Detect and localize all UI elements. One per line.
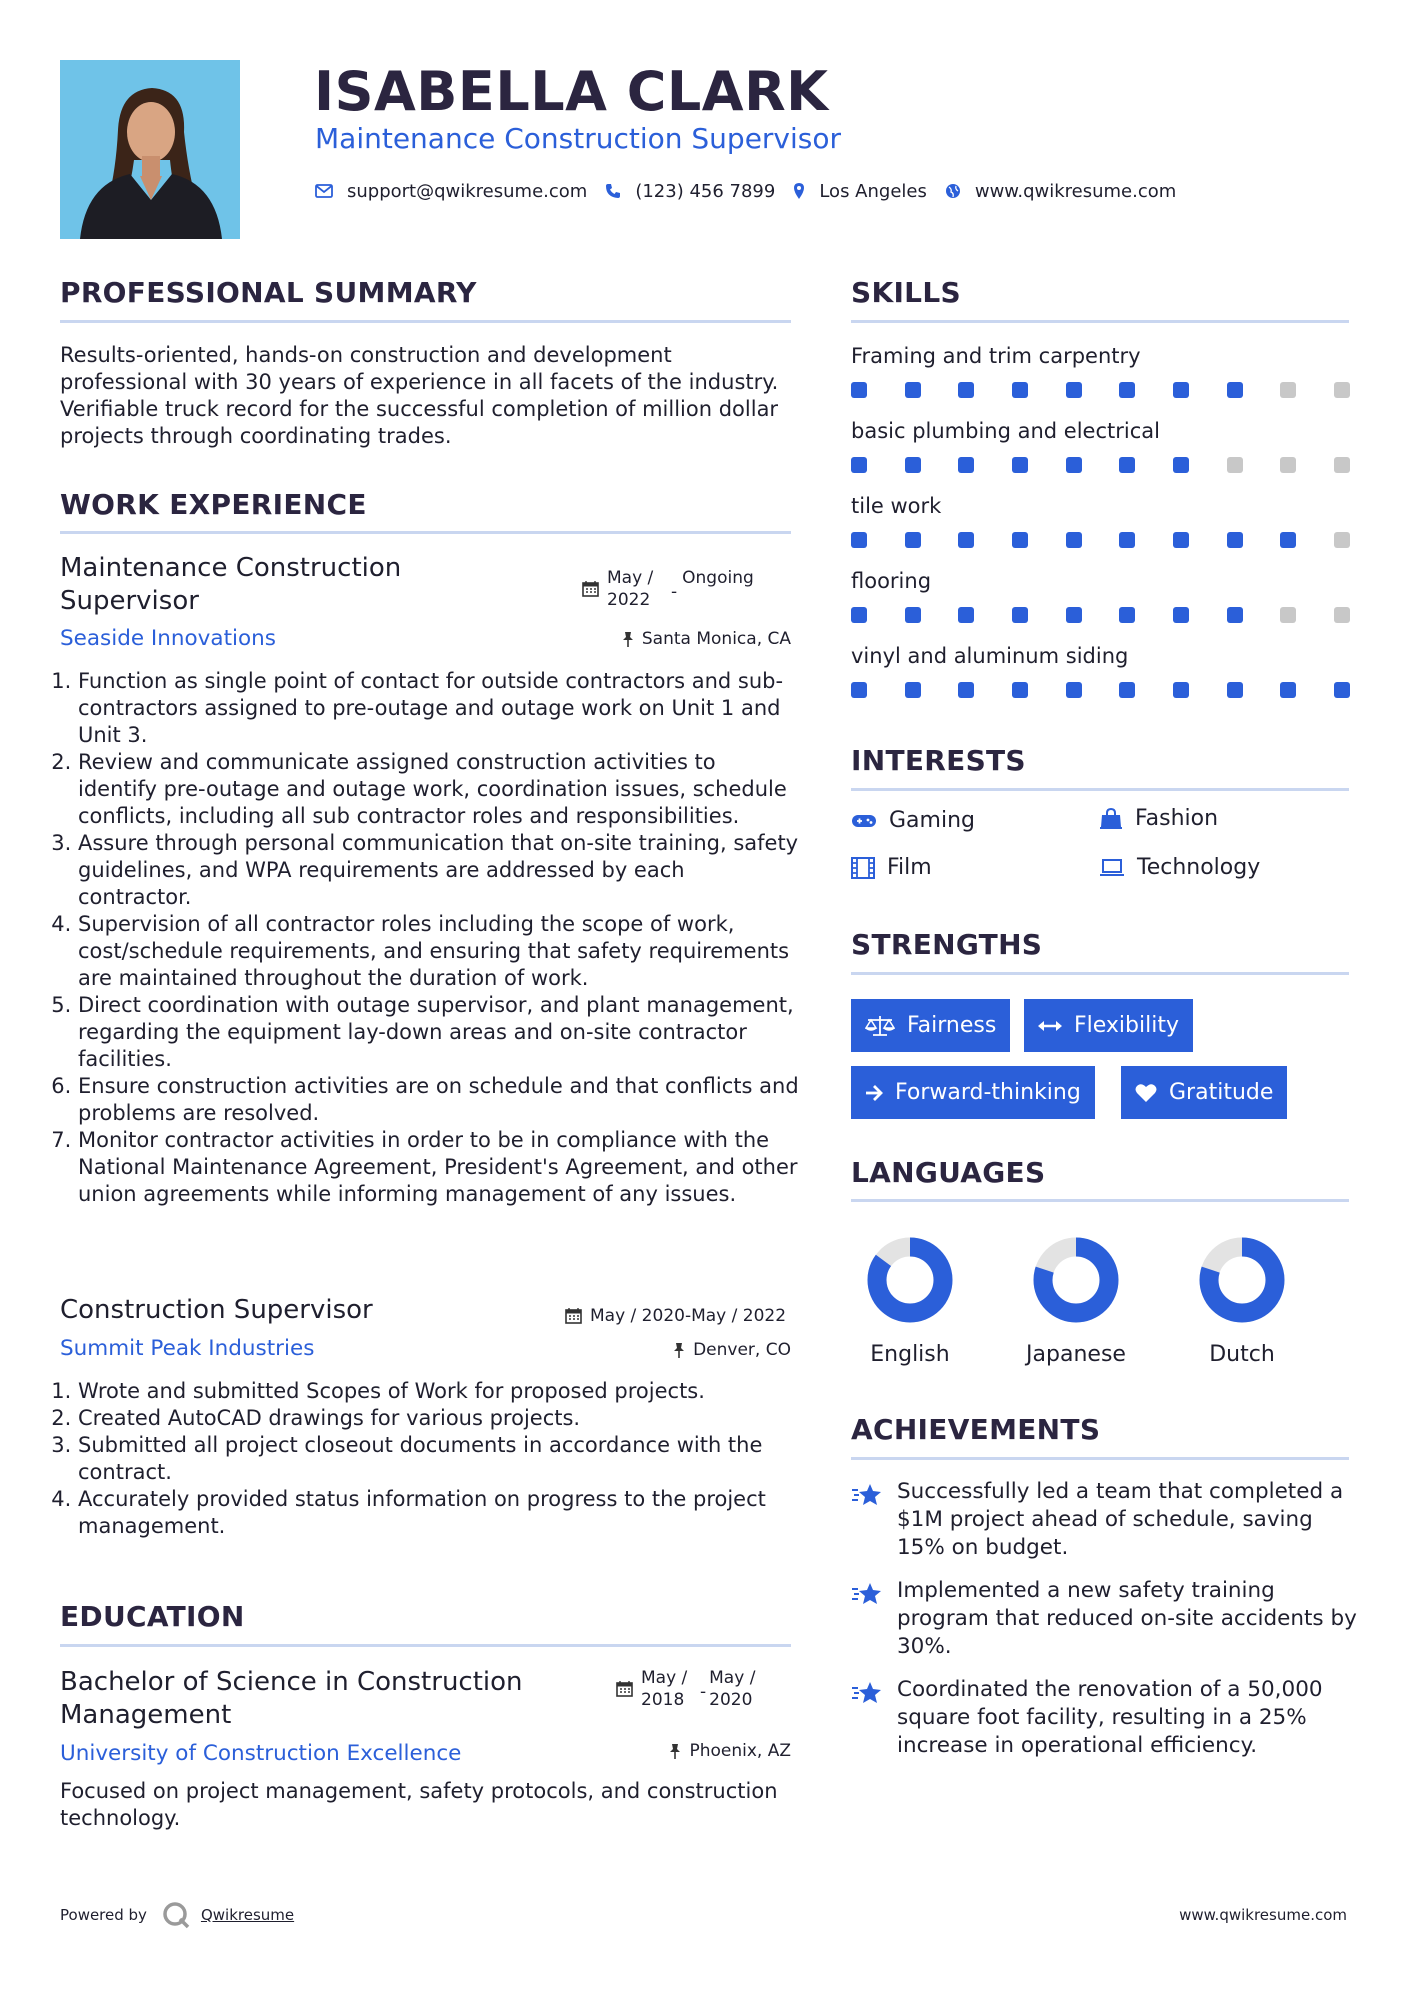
- skill-dot-filled: [1227, 382, 1243, 398]
- skill-dot-empty: [1334, 382, 1350, 398]
- skill-dot-filled: [958, 457, 974, 473]
- list-item: 3. Assure through personal communication that on-site training, safety guidelines, and WPA requirements are addressed by each contractor.: [78, 830, 800, 911]
- skill-dot-filled: [905, 532, 921, 548]
- skill-dot-filled: [905, 457, 921, 473]
- interest-label: Fashion: [1135, 806, 1219, 831]
- achievement-text: Implemented a new safety training program that reduced on-site accidents by 30%.: [897, 1578, 1357, 1659]
- strength-forward-thinking: [851, 1066, 1095, 1119]
- skill-dot-filled: [851, 457, 867, 473]
- job-location: [622, 629, 791, 649]
- skill-name: basic plumbing and electrical: [851, 419, 1160, 443]
- skill-name: Framing and trim carpentry: [851, 344, 1141, 368]
- work-heading: WORK EXPERIENCE: [60, 488, 367, 521]
- skill-dot-filled: [905, 607, 921, 623]
- job-bullets: [60, 1378, 800, 1540]
- language-name: English: [870, 1342, 950, 1367]
- language-item: [1187, 1236, 1297, 1367]
- calendar-icon: [565, 1307, 582, 1324]
- summary-text: Results-oriented, hands-on construction and development professional with 30 years of experience in all facets of the industry. Verifiable truck record for the successful completion of million dollar projects through coordinating trades.: [60, 343, 779, 448]
- heart-icon: [1135, 1083, 1157, 1103]
- education-start-date: May / 2018: [641, 1668, 688, 1710]
- skill-dot-filled: [1119, 532, 1135, 548]
- skill-dot-filled: [851, 607, 867, 623]
- skill-dot-filled: [1012, 607, 1028, 623]
- strength-label: Fairness: [907, 1013, 997, 1038]
- skill-dot-filled: [958, 682, 974, 698]
- pushpin-icon: [622, 631, 634, 648]
- balance-scale-icon: [865, 1015, 895, 1037]
- arrow-right-icon: [865, 1084, 883, 1102]
- footer-brand-link[interactable]: Qwikresume: [200, 1906, 295, 1924]
- skill-dot-filled: [1066, 532, 1082, 548]
- job-company: Seaside Innovations: [60, 626, 276, 651]
- skill-rating: [851, 457, 1351, 473]
- job-location-text: Santa Monica, CA: [641, 629, 791, 649]
- interests-heading: INTERESTS: [851, 744, 1026, 777]
- skills-heading: SKILLS: [851, 276, 961, 309]
- strength-label: Flexibility: [1074, 1013, 1179, 1038]
- languages-divider: [851, 1199, 1349, 1202]
- skill-dot-filled: [851, 682, 867, 698]
- skill-dot-filled: [1173, 382, 1189, 398]
- globe-icon: [945, 183, 961, 199]
- summary-divider: [60, 320, 791, 323]
- achievements-heading: ACHIEVEMENTS: [851, 1413, 1101, 1446]
- skill-dot-filled: [1280, 532, 1296, 548]
- achievement-item: [851, 1577, 1361, 1661]
- language-name: Japanese: [1026, 1342, 1126, 1367]
- job-dates: May / 2022 - Ongoing: [582, 567, 742, 611]
- language-gauge: [1032, 1236, 1120, 1324]
- interest-film: [851, 855, 932, 880]
- job-start-date: May / 2022: [607, 568, 654, 610]
- laptop-icon: [1099, 859, 1125, 877]
- shooting-star-icon: [851, 1680, 883, 1706]
- pushpin-icon: [673, 1342, 685, 1359]
- job-title: Construction Supervisor: [60, 1295, 373, 1325]
- calendar-icon: [616, 1680, 633, 1697]
- shopping-bag-icon: [1099, 808, 1123, 830]
- strength-gratitude: [1121, 1066, 1287, 1119]
- strength-fairness: [851, 999, 1010, 1052]
- film-icon: [851, 857, 875, 879]
- skill-dot-empty: [1280, 457, 1296, 473]
- skill-dot-filled: [1066, 457, 1082, 473]
- skill-dot-filled: [1227, 607, 1243, 623]
- skill-rating: [851, 682, 1351, 698]
- skill-dot-filled: [851, 532, 867, 548]
- job-bullets: [60, 668, 800, 1208]
- powered-by-label: Powered by: [60, 1906, 147, 1924]
- skill-dot-filled: [958, 382, 974, 398]
- skill-dot-filled: [1012, 532, 1028, 548]
- skill-name: vinyl and aluminum siding: [851, 644, 1129, 668]
- skill-dot-filled: [1012, 382, 1028, 398]
- achievement-item: [851, 1478, 1361, 1562]
- skill-dot-filled: [1012, 457, 1028, 473]
- list-item: 2. Created AutoCAD drawings for various projects.: [78, 1405, 800, 1432]
- contact-location: [793, 181, 927, 202]
- list-item: 7. Monitor contractor activities in order to be in compliance with the National Maintenance Agreement, President's Agreement, and other union agreements while informing management of any issues.: [78, 1127, 800, 1208]
- interest-label: Film: [887, 855, 932, 880]
- skill-dot-filled: [1173, 457, 1189, 473]
- contact-phone-text: (123) 456 7899: [635, 180, 776, 202]
- interest-label: Technology: [1137, 855, 1261, 880]
- job-company: Summit Peak Industries: [60, 1336, 315, 1361]
- job-location: [673, 1340, 791, 1360]
- skill-dot-empty: [1334, 457, 1350, 473]
- interests-divider: [851, 788, 1349, 791]
- list-item: 1. Function as single point of contact for outside contractors and sub-contractors assigned to pre-outage and outage work on Unit 1 and Unit 3.: [78, 668, 800, 749]
- achievements-divider: [851, 1457, 1349, 1460]
- skill-dot-filled: [1227, 682, 1243, 698]
- interest-fashion: [1099, 806, 1218, 831]
- skill-name: flooring: [851, 569, 932, 593]
- skill-dot-filled: [1280, 682, 1296, 698]
- list-item: 3. Submitted all project closeout documents in accordance with the contract.: [78, 1432, 800, 1486]
- language-gauge: [1198, 1236, 1286, 1324]
- skill-dot-filled: [1173, 607, 1189, 623]
- education-divider: [60, 1644, 791, 1647]
- list-item: 5. Direct coordination with outage supervisor, and plant management, regarding the equipment lay-down areas and on-site contractor facilities.: [78, 992, 800, 1073]
- shooting-star-icon: [851, 1482, 883, 1508]
- strength-label: Gratitude: [1169, 1080, 1274, 1105]
- qwikresume-logo-icon: [161, 1900, 191, 1930]
- interest-gaming: [851, 808, 975, 833]
- strengths-heading: STRENGTHS: [851, 928, 1043, 961]
- map-pin-icon: [793, 182, 805, 200]
- skill-rating: [851, 607, 1351, 623]
- list-item: 4. Supervision of all contractor roles including the scope of work, cost/schedule requirements, and ensuring that safety requirements are maintained throughout the duration of work.: [78, 911, 800, 992]
- skill-dot-empty: [1280, 607, 1296, 623]
- contact-website[interactable]: [945, 181, 1176, 202]
- list-item: 4. Accurately provided status information on progress to the project management.: [78, 1486, 800, 1540]
- skill-dot-filled: [1173, 682, 1189, 698]
- education-dates: May / 2018 - May / 2020: [616, 1667, 765, 1711]
- languages-heading: LANGUAGES: [851, 1156, 1046, 1189]
- skill-dot-filled: [958, 532, 974, 548]
- education-location-text: Phoenix, AZ: [689, 1741, 791, 1761]
- skill-dot-filled: [851, 382, 867, 398]
- skill-dot-filled: [1119, 457, 1135, 473]
- education-heading: EDUCATION: [60, 1600, 245, 1633]
- language-gauge: [866, 1236, 954, 1324]
- footer-website[interactable]: www.qwikresume.com: [1179, 1906, 1347, 1924]
- skill-rating: [851, 532, 1351, 548]
- skill-name: tile work: [851, 494, 942, 518]
- education-location: [669, 1741, 791, 1761]
- education-description: Focused on project management, safety protocols, and construction technology.: [60, 1779, 778, 1830]
- skill-dot-filled: [1066, 607, 1082, 623]
- skill-dot-filled: [958, 607, 974, 623]
- skill-dot-filled: [1066, 382, 1082, 398]
- achievement-item: [851, 1676, 1361, 1760]
- candidate-name: ISABELLA CLARK: [314, 60, 829, 123]
- skill-rating: [851, 382, 1351, 398]
- skills-divider: [851, 320, 1349, 323]
- work-divider: [60, 531, 791, 534]
- footer-powered-by: [60, 1900, 294, 1930]
- summary-heading: PROFESSIONAL SUMMARY: [60, 276, 477, 309]
- job-title: Maintenance Construction Supervisor: [60, 553, 402, 616]
- achievement-text: Coordinated the renovation of a 50,000 square foot facility, resulting in a 25% increase in operational efficiency.: [897, 1677, 1323, 1758]
- job-location-text: Denver, CO: [693, 1340, 791, 1360]
- calendar-icon: [582, 580, 599, 597]
- skill-dot-filled: [1334, 682, 1350, 698]
- language-name: Dutch: [1209, 1342, 1275, 1367]
- skill-dot-filled: [905, 382, 921, 398]
- strengths-divider: [851, 972, 1349, 975]
- contact-email[interactable]: [315, 181, 587, 202]
- language-item: [1021, 1236, 1131, 1367]
- job-date-range: May / 2020-May / 2022: [590, 1306, 787, 1326]
- interest-label: Gaming: [889, 808, 975, 833]
- skill-dot-filled: [1227, 532, 1243, 548]
- interest-technology: [1099, 855, 1260, 880]
- skill-dot-empty: [1334, 532, 1350, 548]
- shooting-star-icon: [851, 1581, 883, 1607]
- phone-icon: [605, 183, 621, 199]
- school-name: University of Construction Excellence: [60, 1741, 462, 1766]
- candidate-role: Maintenance Construction Supervisor: [315, 122, 842, 155]
- envelope-icon: [315, 184, 333, 198]
- strength-label: Forward-thinking: [895, 1080, 1081, 1105]
- list-item: 6. Ensure construction activities are on schedule and that conflicts and problems are resolved.: [78, 1073, 800, 1127]
- achievement-text: Successfully led a team that completed a $1M project ahead of schedule, saving 15% on budget.: [897, 1479, 1344, 1560]
- language-item: [855, 1236, 965, 1367]
- skill-dot-empty: [1227, 457, 1243, 473]
- profile-photo: [60, 60, 240, 239]
- contact-phone[interactable]: [605, 181, 775, 202]
- skill-dot-filled: [1119, 682, 1135, 698]
- gamepad-icon: [851, 813, 877, 829]
- skill-dot-empty: [1334, 607, 1350, 623]
- skill-dot-filled: [1012, 682, 1028, 698]
- skill-dot-filled: [1173, 532, 1189, 548]
- skill-dot-empty: [1280, 382, 1296, 398]
- contact-location-text: Los Angeles: [819, 180, 927, 202]
- education-end-date: May / 2020: [709, 1668, 756, 1710]
- degree-title: Bachelor of Science in Construction Management: [60, 1667, 523, 1730]
- contact-website-text: www.qwikresume.com: [974, 180, 1177, 202]
- arrows-horizontal-icon: [1038, 1019, 1062, 1033]
- job-dates: [565, 1305, 786, 1327]
- list-item: 2. Review and communicate assigned construction activities to identify pre-outage and outage work, coordination issues, schedule conflicts, including all sub contractor roles and responsibilities.: [78, 749, 800, 830]
- skill-dot-filled: [905, 682, 921, 698]
- contact-email-text: support@qwikresume.com: [347, 180, 588, 202]
- contact-bar: [315, 178, 1194, 204]
- skill-dot-filled: [1119, 382, 1135, 398]
- pushpin-icon: [669, 1743, 681, 1760]
- job-end-date: Ongoing: [682, 568, 754, 588]
- skill-dot-filled: [1119, 607, 1135, 623]
- list-item: 1. Wrote and submitted Scopes of Work for proposed projects.: [78, 1378, 800, 1405]
- skill-dot-filled: [1066, 682, 1082, 698]
- strength-flexibility: [1024, 999, 1193, 1052]
